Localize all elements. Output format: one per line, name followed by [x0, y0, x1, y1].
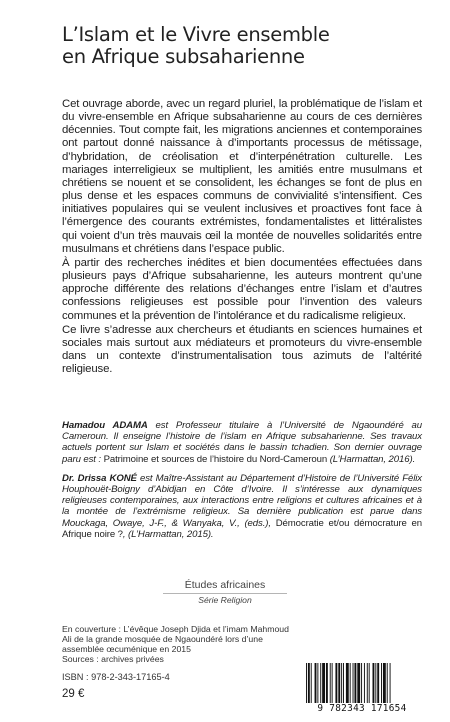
- book-title-line-1: L’Islam et le Vivre ensemble: [62, 23, 330, 46]
- author-name: Hamadou ADAMA: [62, 420, 148, 431]
- barcode-bar: [311, 663, 312, 703]
- cover-credit-line: En couverture : L’évêque Joseph Djida et l’imam Mahmoud: [62, 624, 289, 634]
- blurb: [62, 98, 422, 377]
- series-label: [155, 578, 295, 608]
- series-name: Études africaines: [184, 579, 266, 591]
- barcode-bar: [322, 663, 325, 703]
- author-bio-text: est Professeur titulaire à l’Université de Ngaoundéré au Cameroun. Il enseigne l’histoire de l’islam en Afrique subsaharienne. Ses travaux actuels portent sur Islam et sociétés dans le bassin tchadien. Son dernier ouvrage paru est :: [62, 420, 422, 465]
- cover-credit-line: Ali de la grande mosquée de Ngaoundéré lors d’une: [62, 634, 263, 644]
- author-bio-2: [62, 473, 422, 540]
- barcode-bar: [367, 663, 368, 703]
- blurb-paragraph-3: Ce livre s’adresse aux chercheurs et étudiants en sciences humaines et sociales mais surtout aux médiateurs et promoteurs du vivre-ensemble dans un contexte d’instrumentalisation tous azimuts de l’altérité religieuse.: [62, 323, 422, 376]
- barcode-bar: [330, 663, 331, 703]
- author-latest-work: Démocratie et/ou démocrature en Afrique noire ?: [62, 517, 422, 540]
- barcode-bar: [338, 663, 340, 703]
- barcode-bar: [315, 663, 317, 703]
- barcode-bar: [383, 663, 386, 703]
- isbn: ISBN : 978-2-343-17165-4: [62, 672, 170, 682]
- barcode-bar: [381, 663, 382, 703]
- barcode-bar: [369, 663, 370, 703]
- series-divider: [163, 593, 287, 594]
- barcode-bar: [317, 663, 318, 703]
- author-bio-1: [62, 420, 422, 465]
- author-work-ref: (L’Harmattan, 2016).: [327, 453, 416, 465]
- series-subtitle: Série Religion: [198, 595, 252, 605]
- author-bio-text: est Maître-Assistant au Département d’Histoire de l’Université Félix Houphouët-Boigny d’Abidjan en Côte d’Ivoire. Il s’intéresse aux dynamiques religieuses contemporaines, aux interactions entre religions et cultures africaines et à la montée de l’extrémisme religieux. Sa dernière publication est parue dans Mouckaga, Owaye, J-F., & Wanyaka, V., (eds.),: [62, 472, 422, 529]
- barcode-bar: [332, 663, 333, 703]
- barcode-bar: [375, 663, 376, 703]
- author-latest-work: Patrimoine et sources de l’histoire du Nord-Cameroun: [103, 453, 328, 465]
- cover-credit-line: assemblée œcuménique en 2015: [62, 644, 191, 654]
- barcode-bar: [320, 663, 321, 703]
- blurb-paragraph-2: À partir des recherches inédites et bien documentées effectuées dans plusieurs pays d’Afrique subsaharienne, les auteurs montrent qu’une approche différente des relations d’échanges entre l’islam et d’autres confessions religieuses est possible pour l’invention des valeurs communes et la prévention de l’intolérance et du radicalisme religieux.: [62, 256, 422, 322]
- barcode-bar: [387, 663, 388, 703]
- book-title: [62, 24, 422, 68]
- author-bios: [62, 420, 422, 548]
- barcode-bar: [326, 663, 328, 703]
- barcode-bar: [335, 663, 337, 703]
- barcode-bar: [364, 663, 365, 703]
- barcode-bar: [346, 663, 349, 703]
- author-work-ref: , (L’Harmattan, 2015).: [122, 528, 214, 540]
- cover-credit-line: Sources : archives privées: [62, 654, 164, 664]
- barcode-bar: [341, 663, 342, 703]
- barcode-bar: [377, 663, 379, 703]
- barcode-number: 9 782343 171654: [298, 703, 426, 715]
- barcode-bar: [357, 663, 360, 703]
- barcode-bar: [361, 663, 362, 703]
- book-title-line-2: en Afrique subsaharienne: [62, 45, 305, 68]
- barcode-bar: [353, 663, 354, 703]
- barcode-bar: [343, 663, 344, 703]
- author-name: Dr. Drissa KONÉ: [62, 472, 137, 484]
- barcode-bar: [354, 663, 356, 703]
- barcode: [298, 663, 426, 715]
- barcode-bar: [373, 663, 375, 703]
- blurb-paragraph-1: Cet ouvrage aborde, avec un regard pluriel, la problématique de l’islam et du vivre-ensemble en Afrique subsaharienne au cours de ces dernières décennies. Tout compte fait, les migrations anciennes et contemporaines ont partout donné naissance à d’importants processus de métissage, d’hybridation, de créolisation et d’interpénétration culturelle. Les mariages interreligieux se multiplient, les amitiés entre musulmans et chrétiens se nouent et se consolident, les échanges se font de plus en plus dense et les espaces communs de convivialité s’intensifient. Ces initiatives populaires qui se veulent inclusives et proactives font face à l’émergence des courants extrémistes, fondamentalistes et littéralistes qui voient d’un très mauvais œil la montée de nouvelles solidarités entre musulmans et chrétiens dans l’espace public.: [62, 98, 422, 255]
- price: 29 €: [62, 688, 85, 700]
- cover-credit: [62, 624, 352, 664]
